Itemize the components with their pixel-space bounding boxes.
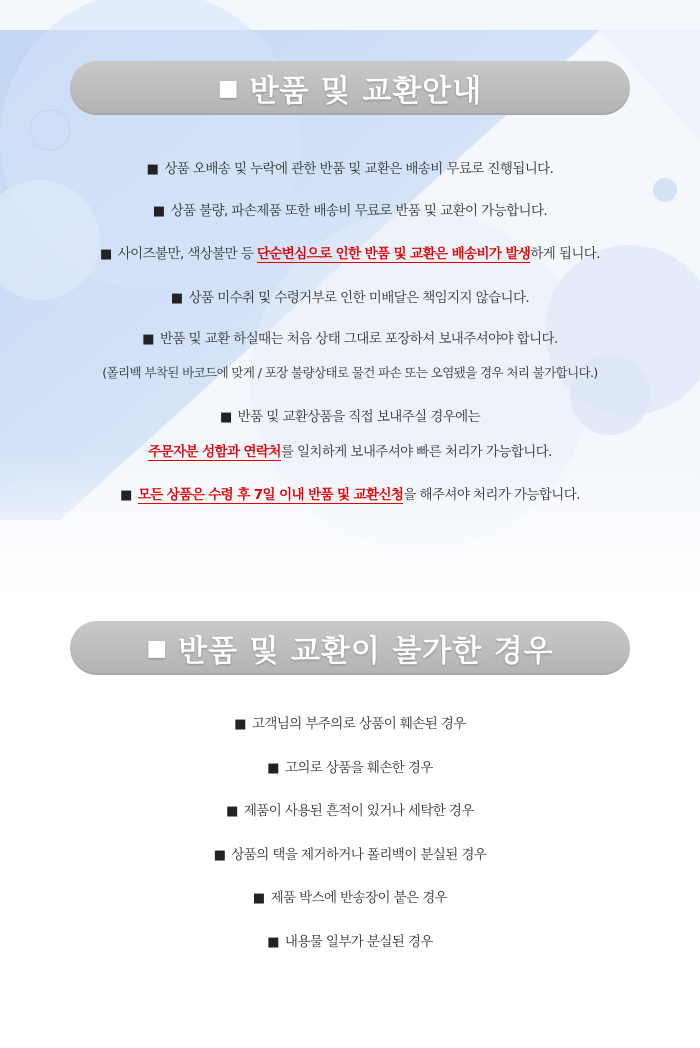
list-item bbox=[0, 756, 700, 776]
list-item-text: 제품 박스에 반송장이 붙은 경우 bbox=[270, 890, 448, 906]
info-line bbox=[0, 242, 700, 262]
title-text: 반품 및 교환안내 bbox=[249, 74, 483, 109]
info-text: (폴리백 부착된 바코드에 맞게 / 포장 불량상태로 물건 파손 또는 오염됐을 경우 처리 불가합니다.) bbox=[102, 365, 598, 380]
bullet-icon: ■ bbox=[152, 204, 165, 219]
bullet-icon: ■ bbox=[267, 761, 279, 776]
list-item bbox=[0, 712, 700, 732]
bullet-icon: ■ bbox=[120, 488, 132, 503]
info-line bbox=[0, 327, 700, 347]
info-line bbox=[0, 199, 700, 219]
info-text: 를 일치하게 보내주셔야 빠른 처리가 가능합니다. bbox=[280, 444, 552, 460]
info-text: 하게 됩니다. bbox=[530, 246, 600, 262]
list-item bbox=[0, 843, 700, 863]
bullet-icon: ■ bbox=[213, 848, 226, 863]
info-line bbox=[0, 440, 700, 460]
list-item-text: 상품의 택을 제거하거나 폴리백이 분실된 경우 bbox=[231, 847, 487, 863]
list-item-text: 제품이 사용된 흔적이 있거나 세탁한 경우 bbox=[243, 803, 474, 819]
info-line bbox=[0, 286, 700, 306]
info-text: 반품 및 교환 하실때는 처음 상태 그대로 포장하셔 보내주셔야야 합니다. bbox=[159, 331, 558, 347]
info-text: 상품 미수취 및 수령거부로 인한 미배달은 책임지지 않습니다. bbox=[188, 290, 530, 306]
info-line bbox=[0, 363, 700, 381]
list-item bbox=[0, 930, 700, 950]
list-item-text: 고객님의 부주의로 상품이 훼손된 경우 bbox=[251, 716, 466, 732]
highlight-text: 주문자분 성함과 연락처 bbox=[148, 444, 281, 460]
info-text: 상품 오배송 및 누락에 관한 반품 및 교환은 배송비 무료로 진행됩니다. bbox=[164, 161, 554, 177]
list-item-text: 고의로 상품을 훼손한 경우 bbox=[284, 760, 433, 776]
bullet-icon: ■ bbox=[226, 804, 238, 819]
list-item bbox=[0, 886, 700, 906]
bullet-icon: ■ bbox=[170, 291, 183, 306]
info-line bbox=[0, 157, 700, 177]
section-title-return-exchange bbox=[70, 61, 630, 115]
bullet-icon: ■ bbox=[146, 162, 159, 177]
list-item bbox=[0, 799, 700, 819]
bullet-icon: ■ bbox=[267, 935, 279, 950]
title-text: 반품 및 교환이 불가한 경우 bbox=[178, 634, 554, 669]
bullet-icon: ■ bbox=[142, 332, 154, 347]
section-title-non-returnable bbox=[70, 621, 630, 675]
bullet-icon: ■ bbox=[146, 635, 169, 661]
highlight-text: 단순변심으로 인한 반품 및 교환은 배송비가 발생 bbox=[256, 246, 531, 262]
info-text: 반품 및 교환상품을 직접 보내주실 경우에는 bbox=[237, 409, 481, 425]
bullet-icon: ■ bbox=[234, 717, 246, 732]
highlight-text: 모든 상품은 수령 후 7일 이내 반품 및 교환신청 bbox=[137, 487, 404, 503]
info-line bbox=[0, 405, 700, 425]
info-text: 상품 불량, 파손제품 또한 배송비 무료로 반품 및 교환이 가능합니다. bbox=[170, 203, 548, 219]
bullet-icon: ■ bbox=[100, 247, 112, 262]
info-line bbox=[0, 483, 700, 503]
bullet-icon: ■ bbox=[219, 410, 232, 425]
bullet-icon: ■ bbox=[252, 891, 265, 906]
bullet-icon: ■ bbox=[217, 75, 240, 101]
info-text: 을 해주셔야 처리가 가능합니다. bbox=[403, 487, 580, 503]
info-text: 사이즈불만, 색상불만 등 bbox=[117, 246, 257, 262]
list-item-text: 내용물 일부가 분실된 경우 bbox=[284, 934, 433, 950]
